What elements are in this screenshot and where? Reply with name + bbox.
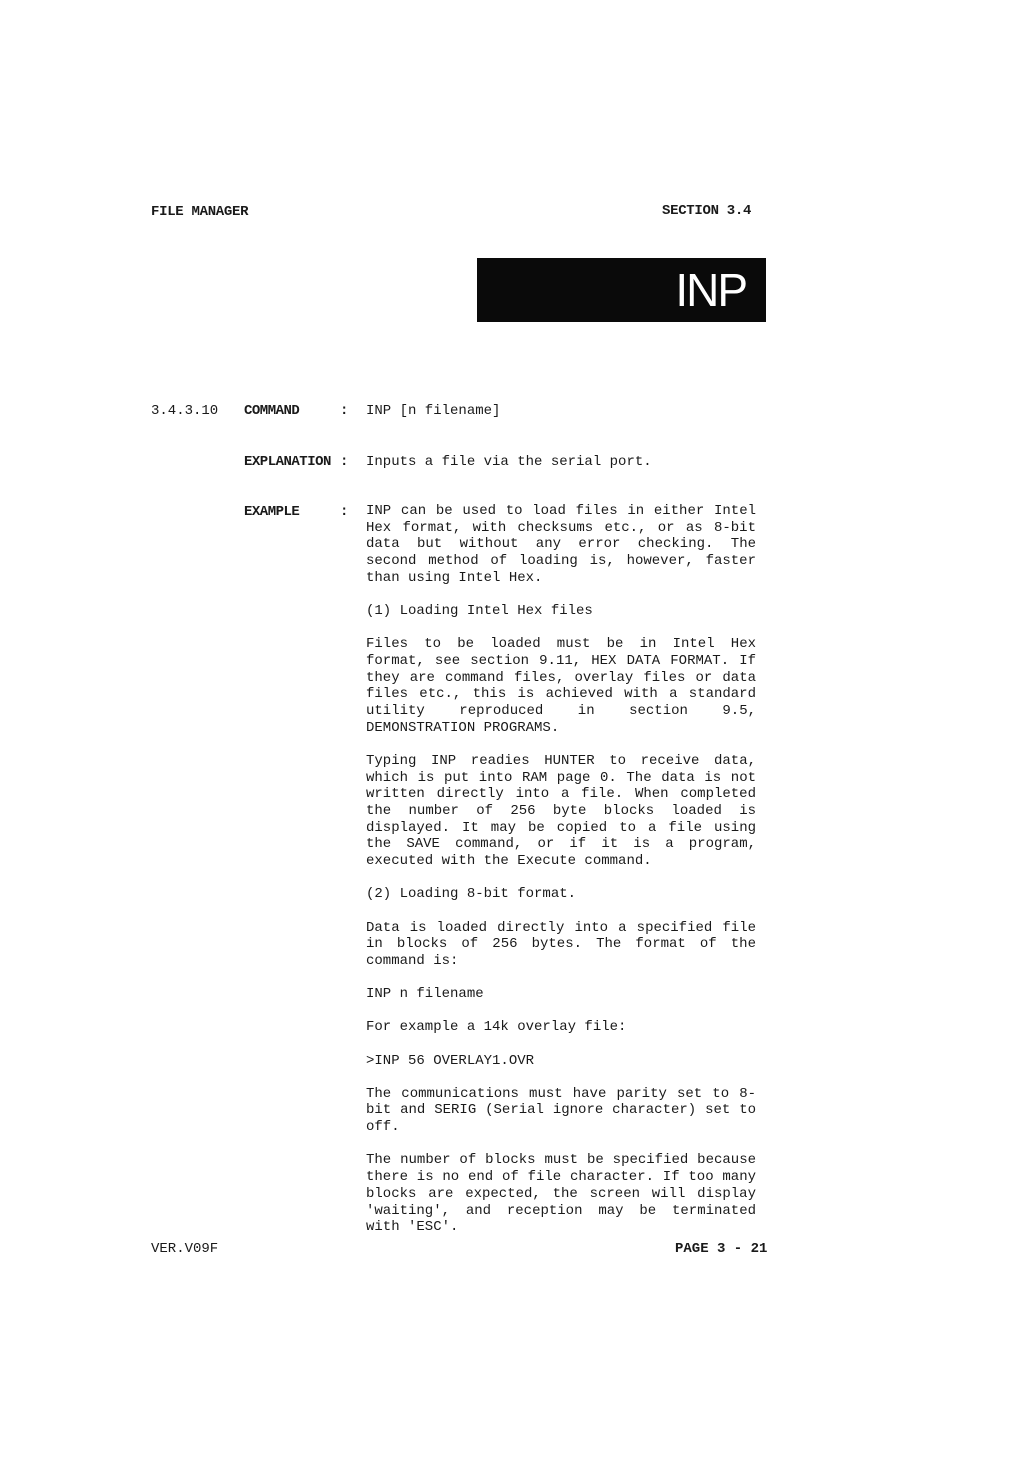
example-paragraph-intro: INP can be used to load files in either Intel Hex format, with checksums etc., or as 8-bit data but without any error checking. The second method of loading is, however, faster than using Intel Hex.	[366, 503, 756, 586]
example-paragraph-parity: The communications must have parity set to 8-bit and SERIG (Serial ignore character) set to off.	[366, 1085, 756, 1136]
example-colon: :	[340, 504, 349, 520]
example-body	[366, 503, 756, 1252]
example-command-sample: >INP 56 OVERLAY1.OVR	[366, 1052, 535, 1069]
example-paragraph-blocks: The number of blocks must be specified because there is no end of file character. If too many blocks are expected, the screen will display 'waiting', and reception may be terminated with 'ESC'.	[366, 1152, 756, 1236]
header-section-number: SECTION 3.4	[662, 203, 752, 219]
example-paragraph-intel-hex-format: Files to be loaded must be in Intel Hex format, see section 9.11, HEX DATA FORMAT. If they are command files, overlay files or data files etc., this is achieved with a standard utility reproduced in section 9.5, DEMONSTRATION PROGRAMS.	[366, 636, 756, 736]
example-paragraph-typing-inp: Typing INP readies HUNTER to receive data, which is put into RAM page 0. The data is not written directly into a file. When completed the number of 256 byte blocks loaded is displayed. It may be copied to a file using the SAVE command, or if it is a program, executed with the Execute command.	[366, 752, 756, 870]
example-paragraph-8bit-data: Data is loaded directly into a specified file in blocks of 256 bytes. The format of the command is:	[366, 919, 756, 969]
explanation-value: Inputs a file via the serial port.	[366, 454, 652, 470]
command-label: COMMAND	[244, 403, 300, 419]
explanation-label: EXPLANATION	[244, 454, 331, 470]
example-subheading-intel-hex: (1) Loading Intel Hex files	[366, 603, 593, 620]
entry-number: 3.4.3.10	[151, 403, 219, 419]
header-section-title: FILE MANAGER	[151, 204, 249, 220]
command-colon: :	[340, 403, 349, 419]
explanation-colon: :	[340, 454, 349, 470]
example-label: EXAMPLE	[244, 504, 300, 520]
footer-page-number: PAGE 3 - 21	[675, 1241, 768, 1257]
command-banner	[477, 258, 766, 322]
command-banner-text: INP	[675, 264, 746, 316]
footer-version: VER.V09F	[151, 1241, 219, 1257]
example-command-syntax: INP n filename	[366, 986, 484, 1003]
example-subheading-8bit: (2) Loading 8-bit format.	[366, 886, 577, 903]
example-paragraph-overlay: For example a 14k overlay file:	[366, 1019, 627, 1036]
command-value: INP [n filename]	[366, 403, 501, 419]
